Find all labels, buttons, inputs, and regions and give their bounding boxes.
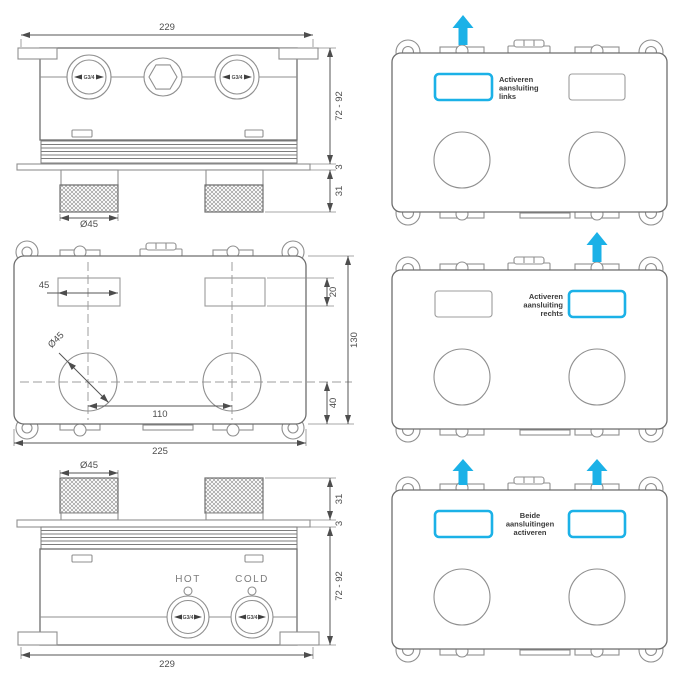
- up-arrow-right-icon: [587, 459, 608, 485]
- valve-body: [17, 478, 319, 645]
- connection-slot-right-active: [569, 291, 625, 317]
- dim-width-label: 229: [159, 659, 175, 670]
- option-label-line2: aansluiting: [523, 300, 563, 310]
- installation-box: [392, 40, 667, 225]
- option-label-line1: Activeren: [528, 292, 563, 301]
- dim-knob-height-label: 31: [334, 493, 345, 505]
- dim-hole-offset-label: 40: [328, 397, 339, 409]
- installation-box: [392, 257, 667, 442]
- up-arrow-icon: [587, 232, 608, 262]
- option-activate-left-diagram: [380, 0, 685, 228]
- option-label-line3: links: [499, 92, 517, 101]
- dim-plate-label: 3: [334, 164, 345, 170]
- dim-total-width: [14, 429, 306, 457]
- dim-total-height-label: 130: [349, 332, 360, 348]
- knob-left: [60, 170, 118, 212]
- option-label-line2: aansluiting: [499, 83, 539, 93]
- knob-left: [60, 478, 118, 520]
- dim-width-label: 229: [159, 22, 175, 33]
- thread-label-cold: G3/4: [246, 615, 258, 621]
- installation-box: [392, 477, 667, 662]
- option-label-line3: rechts: [540, 309, 563, 318]
- connection-slot-left-active: [435, 511, 492, 537]
- ribbed-flange: [41, 141, 297, 163]
- thread-label-hot: G3/4: [182, 615, 194, 621]
- dim-width-229: [21, 22, 313, 47]
- dim-height-range-label: 72 - 92: [334, 91, 345, 121]
- dim-plate-label: 3: [334, 520, 345, 527]
- dim-knob-height-label: 31: [334, 185, 345, 197]
- dim-knob-diameter-label: Ø45: [80, 460, 98, 471]
- thread-label-left: G3/4: [83, 75, 95, 81]
- up-arrow-left-icon: [453, 459, 474, 485]
- connection-slot-right-active: [569, 511, 625, 537]
- cold-label: COLD: [235, 574, 269, 585]
- hot-label: HOT: [175, 574, 201, 585]
- knob-right: [205, 170, 263, 212]
- dim-hole-spacing-label: 110: [152, 409, 168, 420]
- thread-label-right: G3/4: [231, 75, 243, 81]
- dim-slot-width-label: 45: [38, 280, 50, 291]
- plan-view-drawing: [0, 228, 380, 458]
- center-hex-port: [144, 58, 182, 96]
- option-label-line3: activeren: [513, 528, 547, 537]
- mount-ear-left: [18, 48, 57, 59]
- ribbed-flange: [41, 527, 297, 549]
- mount-ear-right: [279, 48, 318, 59]
- front-view-top-drawing: [0, 0, 380, 228]
- mount-ear-left: [18, 632, 57, 645]
- dim-hole-diameter-label: Ø45: [45, 329, 67, 351]
- dim-knob-diameter: [60, 214, 118, 228]
- option-label-line1: Activeren: [499, 75, 534, 84]
- option-activate-both-diagram: [380, 458, 685, 685]
- option-label-line1: Beide: [519, 511, 541, 520]
- option-label-line2: aansluitingen: [505, 519, 555, 529]
- dim-total-width-label: 225: [152, 446, 168, 457]
- valve-body: [17, 48, 318, 212]
- wall-plate: [17, 520, 310, 527]
- wall-plate: [17, 164, 310, 170]
- connection-slot-left-active: [435, 74, 492, 100]
- up-arrow-icon: [453, 15, 474, 45]
- mount-ear-right: [280, 632, 319, 645]
- dim-knob-diameter-label: Ø45: [80, 219, 98, 228]
- knob-right: [205, 478, 263, 520]
- dim-height-range-label: 72 - 92: [334, 571, 345, 601]
- option-activate-right-diagram: [380, 228, 685, 458]
- dim-slot-height-label: 20: [328, 286, 339, 298]
- dim-knob-diameter: [60, 460, 118, 477]
- bottom-view-drawing: [0, 458, 380, 685]
- dim-width-229: [21, 647, 313, 670]
